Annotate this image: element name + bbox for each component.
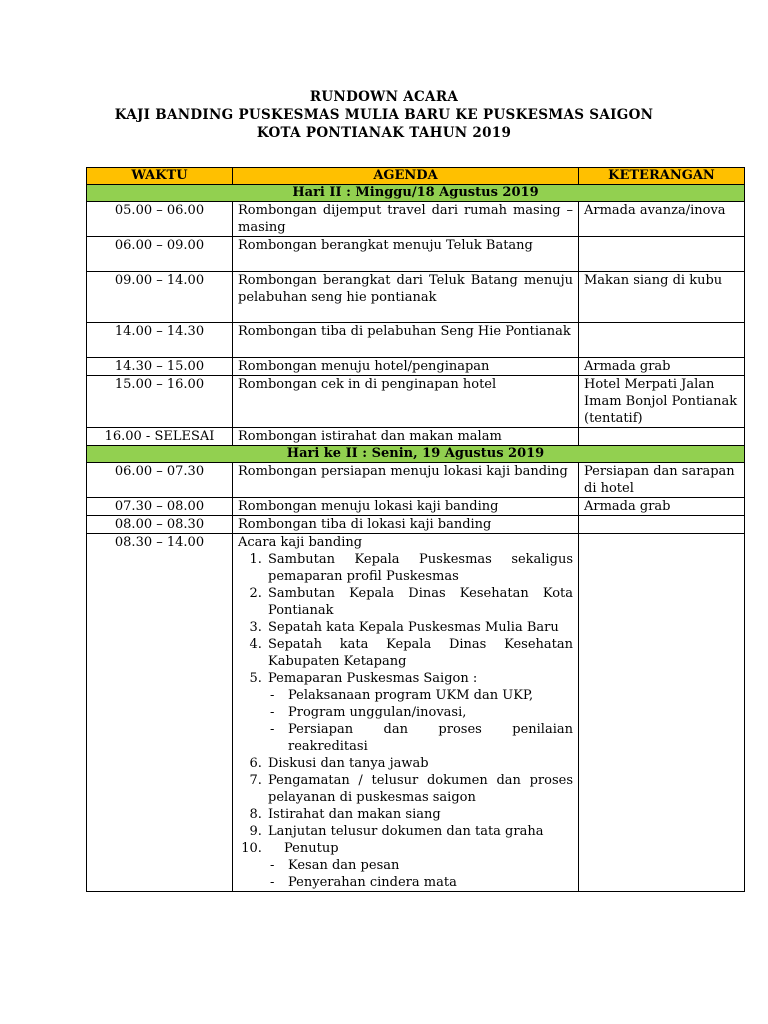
time-cell: 05.00 – 06.00 [87,202,233,237]
note-cell [579,237,745,272]
note-cell [579,516,745,534]
table-row [87,272,745,323]
list-item-text: Pemaparan Puskesmas Saigon : [268,671,478,686]
list-item-text: Sambutan Kepala Puskesmas sekaligus pemaparan profil Puskesmas [268,552,573,584]
list-item-text: Penutup [284,841,339,856]
agenda-cell: Rombongan cek in di penginapan hotel [233,376,579,428]
time-cell: 06.00 – 07.30 [87,463,233,498]
list-item-text: Lanjutan telusur dokumen dan tata graha [268,824,544,839]
agenda-cell: Rombongan menuju lokasi kaji banding [233,498,579,516]
title-line-1: RUNDOWN ACARA [309,89,459,105]
agenda-cell: Rombongan persiapan menuju lokasi kaji banding [233,463,579,498]
table-row [87,323,745,358]
day-2-label: Hari ke II : Senin, 19 Agustus 2019 [87,446,745,463]
sub-item: - Pelaksanaan program UKM dan UKP, [268,687,573,704]
time-cell: 09.00 – 14.00 [87,272,233,323]
agenda-cell: Rombongan dijemput travel dari rumah masing – masing [233,202,579,237]
sub-item: - Persiapan dan proses penilaian reakreditasi [268,721,573,755]
agenda-cell-main-event [233,534,579,892]
note-cell: Armada avanza/inova [579,202,745,237]
table-row [87,202,745,237]
time-cell: 07.30 – 08.00 [87,498,233,516]
list-item [266,670,573,755]
table-row [87,376,745,428]
list-item [266,551,573,585]
note-cell [579,323,745,358]
agenda-cell: Rombongan istirahat dan makan malam [233,428,579,446]
agenda-cell: Rombongan berangkat dari Teluk Batang menuju pelabuhan seng hie pontianak [233,272,579,323]
main-event-intro: Acara kaji banding [238,535,363,550]
table-row [87,498,745,516]
table-row [87,358,745,376]
list-item-text: Diskusi dan tanya jawab [268,756,429,771]
day-2-row [87,446,745,463]
note-cell: Hotel Merpati Jalan Imam Bonjol Pontianak (tentatif) [579,376,745,428]
table-row [87,237,745,272]
day-1-label: Hari II : Minggu/18 Agustus 2019 [87,185,745,202]
document-title [0,88,768,142]
title-line-2: KAJI BANDING PUSKESMAS MULIA BARU KE PUSKESMAS SAIGON [114,107,654,123]
list-item-text: Istirahat dan makan siang [268,807,441,822]
list-item [266,755,573,772]
time-cell: 08.30 – 14.00 [87,534,233,892]
list-item-text: Pengamatan / telusur dokumen dan proses pelayanan di puskesmas saigon [268,773,573,805]
list-item [266,806,573,823]
time-cell: 08.00 – 08.30 [87,516,233,534]
note-cell [579,534,745,892]
time-cell: 14.30 – 15.00 [87,358,233,376]
note-cell: Persiapan dan sarapan di hotel [579,463,745,498]
header-row [87,168,745,185]
table-row [87,463,745,498]
activity-list [238,551,573,891]
agenda-cell: Rombongan tiba di pelabuhan Seng Hie Pontianak [233,323,579,358]
note-cell [579,428,745,446]
sub-item: - Program unggulan/inovasi, [268,704,573,721]
list-item [266,619,573,636]
note-cell: Armada grab [579,498,745,516]
table-row [87,428,745,446]
column-header-agenda: AGENDA [233,168,579,185]
column-header-note: KETERANGAN [579,168,745,185]
sub-item: - Penyerahan cindera mata [268,874,573,891]
list-item [266,636,573,670]
list-item [266,823,573,840]
sub-list [268,857,573,891]
agenda-cell: Rombongan berangkat menuju Teluk Batang [233,237,579,272]
time-cell: 14.00 – 14.30 [87,323,233,358]
list-item-text: Sepatah kata Kepala Dinas Kesehatan Kabupaten Ketapang [268,637,573,669]
list-item [266,772,573,806]
column-header-time: WAKTU [87,168,233,185]
rundown-table [86,167,745,892]
list-item [266,585,573,619]
time-cell: 15.00 – 16.00 [87,376,233,428]
agenda-cell: Rombongan menuju hotel/penginapan [233,358,579,376]
note-cell: Makan siang di kubu [579,272,745,323]
table-row [87,516,745,534]
note-cell: Armada grab [579,358,745,376]
list-item-text: Sambutan Kepala Dinas Kesehatan Kota Pontianak [268,586,573,618]
title-line-3: KOTA PONTIANAK TAHUN 2019 [256,125,512,141]
time-cell: 06.00 – 09.00 [87,237,233,272]
table-row-main-event [87,534,745,892]
sub-item: - Kesan dan pesan [268,857,573,874]
sub-list [268,687,573,755]
time-cell: 16.00 - SELESAI [87,428,233,446]
list-item-text: Sepatah kata Kepala Puskesmas Mulia Baru [268,620,559,635]
day-1-row [87,185,745,202]
agenda-cell: Rombongan tiba di lokasi kaji banding [233,516,579,534]
list-item [266,840,573,891]
